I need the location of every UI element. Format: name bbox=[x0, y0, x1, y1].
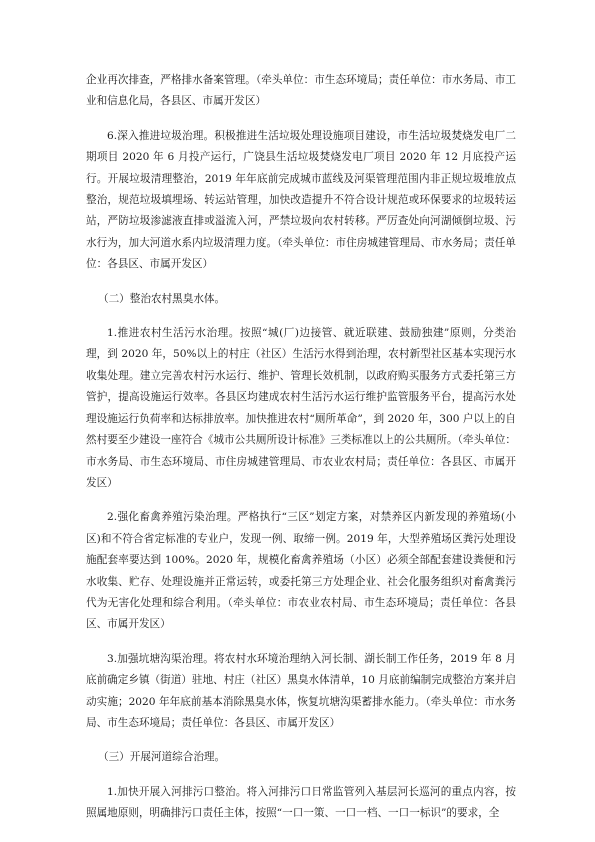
paragraph-continuation: 企业再次排查，严格排水备案管理。（牵头单位：市生态环境局；责任单位：市水务局、市工业和信息化局，各县区、市属开发区） bbox=[86, 74, 516, 108]
document-page bbox=[86, 70, 516, 838]
paragraph-livestock-pollution: 2.强化畜禽养殖污染治理。严格执行“三区”划定方案，对禁养区内新发现的养殖场(小区)和不符合省定标准的专业户，发现一例、取缔一例。2019 年，大型养殖场区粪污处理设施配套率要达到 100%。2020 年，规模化畜禽养殖场（小区）必须全部配套建设粪便和污水收集、贮存、处理设施并正常运转，或委托第三方处理企业、社会化服务组织对畜禽粪污代为无害化处理和综合利用。（牵头单位：市农业农村局、市生态环境局；责任单位：各县区、市属开发区） bbox=[86, 511, 516, 631]
paragraph-sewage-outlets: 1.加快开展入河排污口整治。将入河排污口日常监管列入基层河长巡河的重点内容，按照属地原则，明确排污口责任主体，按照“一口一策、一口一档、一口一标识”的要求，全 bbox=[86, 785, 516, 820]
section-heading-river-governance: （三）开展河道综合治理。 bbox=[98, 751, 226, 764]
paragraph-rural-sewage: 1.推进农村生活污水治理。按照“城(厂)边接管、就近联建、鼓励独建”原则，分类治理，到 2020 年，50%以上的村庄（社区）生活污水得到治理，农村新型社区基本实现污水收集处理。建立完善农村污水运行、维护、管理长效机制，以政府购买服务方式委托第三方管护，提高设施运行效率。各县区均建成农村生活污水运行维护监管服务平台，提高污水处理设施运行负荷率和达标排放率。加快推进农村“厕所革命”，到 2020 年，300 户以上的自然村要至少建设一座符合《城市公共厕所设计标准》三类标准以上的公共厕所。（牵头单位：市水务局、市生态环境局、市住房城建管理局、市农业农村局；责任单位：各县区、市属开发区） bbox=[86, 327, 516, 489]
paragraph-ponds-ditches: 3.加强坑塘沟渠治理。将农村水环境治理纳入河长制、湖长制工作任务，2019 年 8 月底前确定乡镇（街道）驻地、村庄（社区）黑臭水体清单，10 月底前编制完成整治方案并启动实施；2020 年年底前基本消除黑臭水体，恢复坑塘沟渠蓄排水能力。（牵头单位：市水务局、市生态环境局；责任单位：各县区、市属开发区） bbox=[86, 652, 517, 729]
section-heading-rural-black-water: （二）整治农村黑臭水体。 bbox=[98, 292, 226, 305]
paragraph-garbage-treatment: 6.深入推进垃圾治理。积极推进生活垃圾处理设施项目建设，市生活垃圾焚烧发电厂二期项目 2020 年 6 月投产运行，广饶县生活垃圾焚烧发电厂项目 2020 年 12 月底投产运行。开展垃圾清理整治，2019 年年底前完成城市蓝线及河渠管理范围内非正规垃圾堆放点整治，规范垃圾填埋场、转运站管理，加快改造提升不符合设计规范或环保要求的垃圾转运站，严防垃圾渗滤液直排或溢流入河，严禁垃圾向农村转移。严厉查处向河湖倾倒垃圾、污水行为，加大河道水系内垃圾清理力度。（牵头单位：市住房城建管理局、市水务局；责任单位：各县区、市属开发区） bbox=[86, 129, 516, 271]
